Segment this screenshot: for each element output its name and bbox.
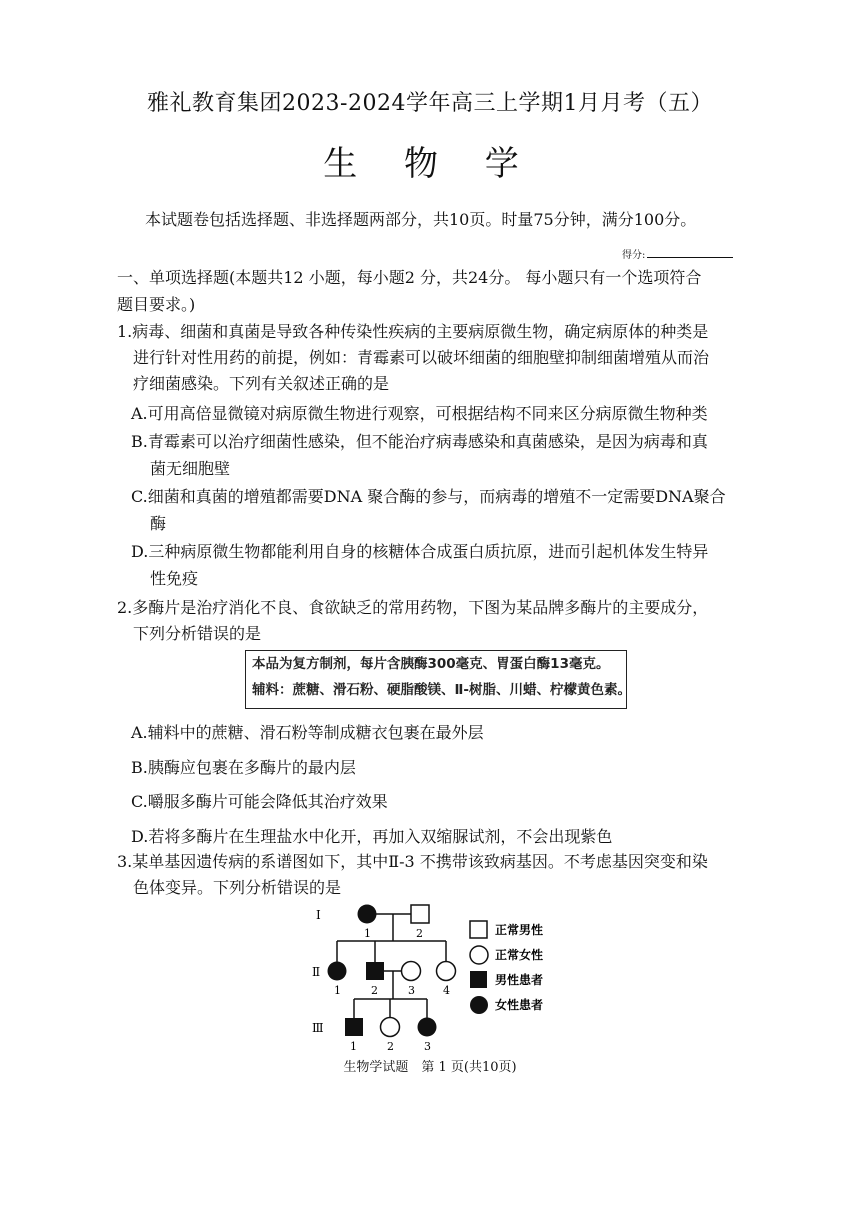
label-III-1: 1 xyxy=(350,1040,357,1053)
score-label: 得分: xyxy=(622,250,646,261)
legend-normal-male-label: 正常男性 xyxy=(495,923,544,937)
legend-affected-male-label: 男性患者 xyxy=(495,973,544,987)
legend-affected-male-symbol xyxy=(470,971,487,988)
label-I-2: 2 xyxy=(416,927,423,940)
legend-affected-female-label: 女性患者 xyxy=(495,998,544,1012)
generation-1-label: Ⅰ xyxy=(316,908,321,922)
q1-option-c-line1: C.细菌和真菌的增殖都需要DNA 聚合酶的参与，而病毒的增殖不一定需要DNA聚合 xyxy=(131,487,726,506)
legend-affected-female-symbol xyxy=(470,996,488,1014)
exam-title: 雅礼教育集团2023-2024学年高三上学期1月月考（五） xyxy=(147,91,713,116)
label-II-3: 3 xyxy=(408,984,415,997)
individual-I-2 xyxy=(411,905,429,923)
exam-intro: 本试题卷包括选择题、非选择题两部分，共10页。时量75分钟，满分100分。 xyxy=(145,210,697,229)
legend-normal-male-symbol xyxy=(470,921,487,938)
individual-III-2 xyxy=(381,1018,400,1037)
q1-stem-line1: 1.病毒、细菌和真菌是导致各种传染性疾病的主要病原微生物，确定病原体的种类是 xyxy=(117,322,709,341)
q2-option-d: D.若将多酶片在生理盐水中化开，再加入双缩脲试剂，不会出现紫色 xyxy=(131,827,613,846)
section1-heading-line1: 一、单项选择题(本题共12 小题，每小题2 分，共24分。 每小题只有一个选项符合 xyxy=(117,268,702,287)
q1-stem-line2: 进行针对性用药的前提，例如：青霉素可以破坏细菌的细胞壁抑制细菌增殖从而治 xyxy=(133,348,710,367)
page-footer: 生物学试题 第 1 页(共10页) xyxy=(343,1060,517,1075)
label-III-3: 3 xyxy=(424,1040,431,1053)
section1-heading-line2: 题目要求。) xyxy=(117,295,196,314)
label-III-2: 2 xyxy=(387,1040,394,1053)
ingredient-line1: 本品为复方制剂，每片含胰酶300毫克、胃蛋白酶13毫克。 xyxy=(252,656,610,672)
q1-option-b-line2: 菌无细胞壁 xyxy=(150,459,231,478)
legend-normal-female-symbol xyxy=(470,946,488,964)
individual-III-3 xyxy=(418,1018,437,1037)
q3-stem-line2: 色体变异。下列分析错误的是 xyxy=(133,878,342,897)
q1-option-d-line1: D.三种病原微生物都能利用自身的核糖体合成蛋白质抗原，进而引起机体发生特异 xyxy=(131,542,709,561)
q3-stem-line1: 3.某单基因遗传病的系谱图如下，其中Ⅱ-3 不携带该致病基因。不考虑基因突变和染 xyxy=(117,852,708,871)
q2-option-b: B.胰酶应包裹在多酶片的最内层 xyxy=(131,758,356,777)
q1-option-c-line2: 酶 xyxy=(150,514,167,533)
label-I-1: 1 xyxy=(364,927,371,940)
q1-option-b-line1: B.青霉素可以治疗细菌性感染，但不能治疗病毒感染和真菌感染，是因为病毒和真 xyxy=(131,432,708,451)
q1-stem-line3: 疗细菌感染。下列有关叙述正确的是 xyxy=(133,374,390,393)
q2-option-c: C.嚼服多酶片可能会降低其治疗效果 xyxy=(131,792,388,811)
individual-II-2 xyxy=(366,962,384,980)
label-II-4: 4 xyxy=(443,984,450,997)
q2-option-a: A.辅料中的蔗糖、滑石粉等制成糖衣包裹在最外层 xyxy=(131,723,484,742)
q1-option-a: A.可用高倍显微镜对病原微生物进行观察，可根据结构不同来区分病原微生物种类 xyxy=(131,404,708,423)
generation-3-label: Ⅲ xyxy=(312,1021,324,1035)
q2-stem-line1: 2.多酶片是治疗消化不良、食欲缺乏的常用药物，下图为某品牌多酶片的主要成分， xyxy=(117,598,709,617)
label-II-1: 1 xyxy=(334,984,341,997)
individual-II-4 xyxy=(437,962,456,981)
legend-normal-female-label: 正常女性 xyxy=(495,948,544,962)
individual-III-1 xyxy=(345,1018,363,1036)
subject-title: 生 物 学 xyxy=(323,144,537,184)
ingredient-line2: 辅料：蔗糖、滑石粉、硬脂酸镁、Ⅱ-树脂、川蜡、柠檬黄色素。 xyxy=(252,682,631,698)
individual-II-1 xyxy=(328,962,347,981)
individual-I-1 xyxy=(358,905,377,924)
individual-II-3 xyxy=(402,962,421,981)
generation-2-label: Ⅱ xyxy=(312,965,321,979)
pedigree-lines xyxy=(337,914,446,1018)
q1-option-d-line2: 性免疫 xyxy=(150,569,199,588)
q2-stem-line2: 下列分析错误的是 xyxy=(133,624,262,643)
label-II-2: 2 xyxy=(371,984,378,997)
